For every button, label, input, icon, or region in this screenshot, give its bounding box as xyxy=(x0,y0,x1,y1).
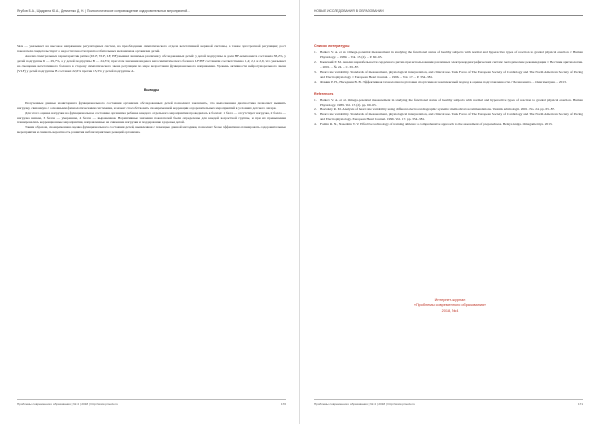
reference-item: 3. Heart rate variability. Standards of measurement, physiological interpretation, and clinical use. Task Force of The European Society of Cardiology and The North American Society of Pacing and Electrophysiology // European Heart Journal. – 1996. – Vol. 17. – P. 354–381. xyxy=(314,69,583,79)
references-heading: References xyxy=(314,91,334,96)
reference-item: 2. Баевский Р. М. Анализ вариабельности сердечного ритма при использовании различных электрокардиографических систем: методические рекомендации // Вестник аритмологии. – 2001. – № 24. – С. 65–87. xyxy=(314,59,583,69)
paragraph: Полученные данные мониторинга функционального состояния организма обследованных детей позволяют заключить, что выполненная диагностика позволяет выявить нагрузку, связанную с основными физиологическими системами, и может способствовать своевременной коррекции оздоровительных мероприятий в условиях детского лагеря. xyxy=(17,100,286,110)
paragraph: Для этого оценка нагрузки на функциональное состояние организма ребенка каждого отдельного мероприятия проводилась в баллах: 1 балл — отсутствует нагрузка, 2 балла — нагрузка низкая, 3 балла — умеренная, 4 балла — выраженная. Нормативные значения показателей были определены для каждой возрастной группы, и при их превышении планировались коррекционные мероприятия, направленные на снижение нагрузки и поддержание здоровья детей. xyxy=(17,110,286,125)
paragraph: Анализ спектральных характеристик ритма (ULF, VLF, LF, HF) выявил значимые различия у обследованных детей: у детей подгруппы А доля HF-компонента составила 38,2%, у детей подгруппы Б — 29,7%, а у детей подгруппы В — 24,3%; при этом значения индекса вагосимпатического баланса LF/HF составили соответственно 1,4; 2,1 и 2,9, что указывает на смещение вегетативного баланса в сторону симпатического звена регуляции по мере возрастания функционального напряжения. Уровень активности нейрогуморального звена (VLF) у детей подгруппы В составил 22,6% против 15,3% у детей подгруппы А. xyxy=(17,53,286,73)
journal-line: «Проблемы современного образования» xyxy=(413,303,487,308)
reference-item: 3. Heart rate variability. Standards of measurement, physiological interpretation, and clinical use. Task Force of The European Society of Cardiology and The North American Society of Pacing and Electrophysiology. European Heart Journal. 1996. Vol. 17. pp. 354–381. xyxy=(314,112,583,122)
reference-item: 4. Fomin R. N., Nasednin V. V. Effective technology of training athletes: a comprehensive approach to the assessment of preparedness. Belaya kniga. Omegametriya. 2013. xyxy=(314,122,553,127)
journal-info xyxy=(300,298,600,314)
paragraph: Таким образом, своевременная оценка функционального состояния детей, выявленная с помощью данной методики, позволяет более эффективно планировать оздоровительные мероприятия и снижать вероятность развития неблагоприятных реакций организма. xyxy=(17,125,286,135)
refs-heading: Список литературы xyxy=(314,44,350,48)
left-page-body xyxy=(17,44,286,135)
footer-left xyxy=(17,399,286,406)
page-number: 170 xyxy=(280,402,286,406)
journal-line: 2018, №4 xyxy=(441,308,459,313)
reference-item: 4. Фомин Р. Н., Наседнин В. В. Эффективная технология подготовки спортсменов: комплексный подход в оценке подготовленности // Белая книга. – Омегаметрия. – 2013. xyxy=(314,79,567,84)
right-page-body xyxy=(314,44,583,127)
running-head-left: Ягубов Б.А., Щадрина Ю.А., Демченко Д. Н. | Психологическое сопровождение оздоровительных мероприятий... xyxy=(17,9,286,16)
right-page xyxy=(300,0,600,424)
reference-item: 2. Baevskiy R. M. Analysis of heart rate variability using different electrocardiographic systems: methodical recommendations. Vestnik aritmologii. 2001. No. 24. pp. 65–87. xyxy=(314,107,556,112)
page-number: 171 xyxy=(577,402,583,406)
paragraph: SkA — указывает на высокое напряжение регуляторных систем, на преобладание симпатического отдела вегетативной нервной системы, а также эрготропной регуляции; рост показателя свидетельствует о недостаточности приспособительных механизмов организма детей. xyxy=(17,44,286,53)
footer-journal: Проблемы современного образования | № 4 | 2018 | http://www.pmedu.ru xyxy=(314,402,415,406)
conclusions-heading: Выводы xyxy=(143,87,160,92)
journal-line: Интернет-журнал xyxy=(434,298,466,302)
reference-item: 1. Baikov V. A. et al. Omega-potential measurement in studying the functional status of healthy subjects with normal and hyperactive types of reaction to graded physical exertion. Human Physiology. 1989. Vol. 15 (2). pp. 60–65. xyxy=(314,97,583,107)
reference-item: 1. Baikov V. A. et al. Omega-potential measurement in studying the functional status of healthy subjects with normal and hyperactive types of reaction to graded physical exertion // Human Physiology. – 1989. – Vol. 15 (2). – P. 60–65. xyxy=(314,49,583,59)
footer-right xyxy=(314,399,583,406)
running-head-right: НОВЫЕ ИССЛЕДОВАНИЯ В ОБРАЗОВАНИИ xyxy=(314,9,583,16)
footer-journal: Проблемы современного образования | № 4 | 2018 | http://www.pmedu.ru xyxy=(17,402,118,406)
